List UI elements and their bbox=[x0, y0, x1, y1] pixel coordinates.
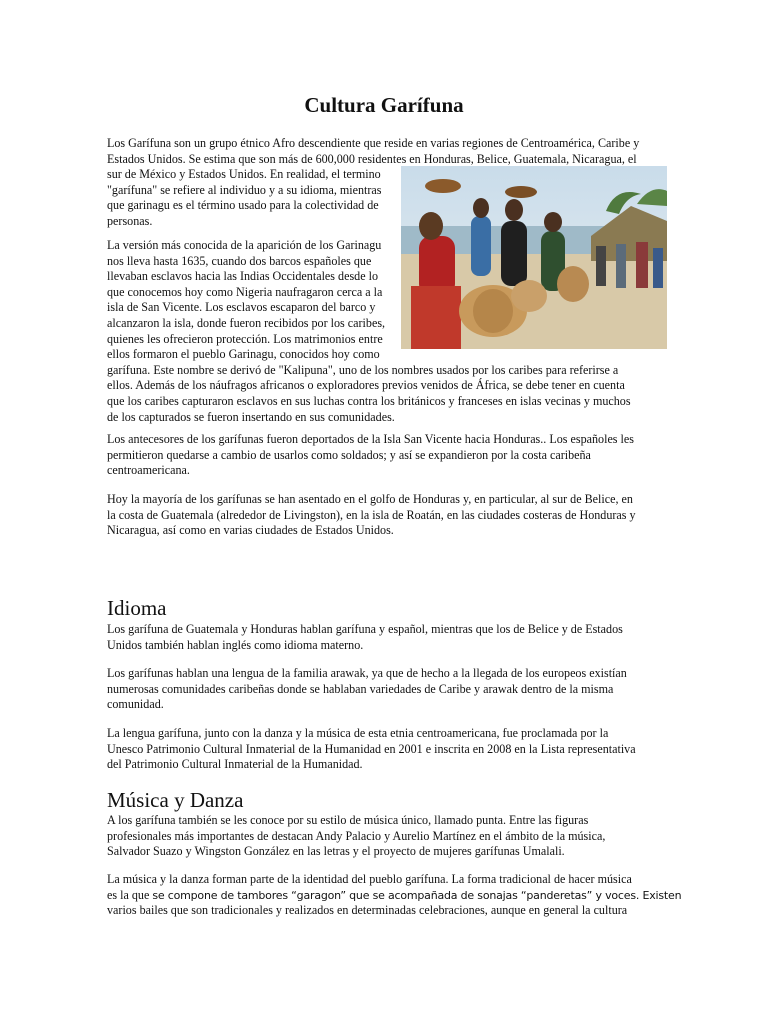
today-paragraph bbox=[107, 492, 662, 539]
text-line: Estados Unidos. Se estima que son más de 600,000 residentes en Honduras, Belice, Guatemala, Nicaragua, el bbox=[107, 151, 637, 166]
text-line: comunidad. bbox=[107, 697, 164, 712]
idioma-paragraph-3 bbox=[107, 726, 662, 773]
text-line: que los caribes capturaron esclavos en sus luchas contra los británicos y franceses en islas vecinas y muchos bbox=[107, 393, 631, 408]
text-line: llevaban esclavos hacia las Indias Occidentales desde lo bbox=[107, 269, 378, 284]
page-title: Cultura Garífuna bbox=[304, 93, 464, 117]
text-line: numerosas comunidades caribeñas donde se hablaban variedades de Caribe y arawak dentro de la misma bbox=[107, 681, 614, 696]
text-segment: es la que bbox=[107, 887, 153, 902]
origin-paragraph bbox=[107, 238, 662, 425]
text-line: centroamericana. bbox=[107, 463, 190, 478]
text-line: La música y la danza forman parte de la identidad del pueblo garífuna. La forma tradicional de hacer música bbox=[107, 872, 632, 886]
text-line: La versión más conocida de la aparición de los Garinagu bbox=[107, 238, 382, 252]
text-line-mixed-font bbox=[107, 887, 682, 904]
text-line: Los Garífuna son un grupo étnico Afro descendiente que reside en varias regiones de Centroamérica, Caribe y bbox=[107, 136, 640, 150]
musica-paragraph-1 bbox=[107, 813, 662, 860]
text-line: personas. bbox=[107, 213, 153, 228]
text-line: Hoy la mayoría de los garífunas se han asentado en el golfo de Honduras y, en particular, al sur de Belice, en bbox=[107, 492, 633, 506]
text-line: varios bailes que son tradicionales y realizados en determinadas celebraciones, aunque en general la cultura bbox=[107, 903, 628, 918]
musica-paragraph-2 bbox=[107, 872, 682, 919]
text-line: Los antecesores de los garífunas fueron deportados de la Isla San Vicente hacia Honduras.. Los españoles les bbox=[107, 432, 634, 446]
idioma-paragraph-2 bbox=[107, 666, 662, 713]
text-line: Los garífuna de Guatemala y Honduras hablan garífuna y español, mientras que los de Belice y de Estados bbox=[107, 622, 623, 636]
ancestors-paragraph bbox=[107, 432, 662, 479]
section-heading-idioma: Idioma bbox=[107, 596, 167, 620]
text-line: Los garífunas hablan una lengua de la familia arawak, ya que de hecho a la llegada de los europeos existían bbox=[107, 666, 627, 680]
text-line: sur de México y Estados Unidos. En realidad, el termino bbox=[107, 167, 381, 182]
text-line: que garinagu es el término usado para la colectividad de bbox=[107, 198, 379, 213]
text-line: permitieron quedarse a cambio de usarlos como soldados; y así se expandieron por la costa caribeña bbox=[107, 447, 591, 462]
text-line: Unidos también hablan inglés como idioma materno. bbox=[107, 637, 364, 652]
text-line: ellos. Además de los náufragos africanos o exploradores previos venidos de África, se debe tener en cuenta bbox=[107, 378, 625, 393]
text-line: ellos formaron el pueblo Garinagu, conocidos hoy como bbox=[107, 347, 380, 362]
text-line: A los garífuna también se les conoce por su estilo de música único, llamado punta. Entre las figuras bbox=[107, 813, 589, 827]
text-line: La lengua garífuna, junto con la danza y la música de esta etnia centroamericana, fue proclamada por la bbox=[107, 726, 609, 740]
idioma-paragraph-1 bbox=[107, 622, 662, 653]
text-line: que conocemos hoy como Nigeria naufragaron cerca a la bbox=[107, 284, 383, 299]
text-line: del Patrimonio Cultural Inmaterial de la Humanidad. bbox=[107, 757, 363, 772]
text-line: Unesco Patrimonio Cultural Inmaterial de la Humanidad en 2001 e inscrita en 2008 en la Lista representativa bbox=[107, 741, 636, 756]
text-line: garífuna. Este nombre se derivó de "Kalipuna", uno de los nombres usados por los caribes para referirse a bbox=[107, 362, 619, 377]
text-line: nos lleva hasta 1635, cuando dos barcos españoles que bbox=[107, 253, 372, 268]
text-line: isla de San Vicente. Los esclavos escaparon del barco y bbox=[107, 300, 376, 315]
text-line: la costa de Guatemala (alrededor de Livingston), en la isla de Roatán, en las ciudades costeras de Honduras y bbox=[107, 507, 636, 522]
text-line: alcanzaron la isla, donde fueron recibidos por los caribes, bbox=[107, 315, 386, 330]
text-line: Nicaragua, así como en varias ciudades de Estados Unidos. bbox=[107, 523, 394, 538]
text-line: de los capturados se fueron insertando en sus comunidades. bbox=[107, 409, 395, 424]
text-line: "garífuna" se refiere al individuo y a su idioma, mientras bbox=[107, 182, 382, 197]
section-heading-musica-danza: Música y Danza bbox=[107, 788, 244, 812]
text-line: quienes les ofrecieron protección. Los matrimonios entre bbox=[107, 331, 383, 346]
text-segment-alt-font: se compone de tambores “garagon” que se acompañada de sonajas “panderetas” y voces. Existen bbox=[152, 888, 682, 902]
text-line: profesionales más importantes de destacan Andy Palacio y Aurelio Martínez en el ámbito de la música, bbox=[107, 828, 606, 843]
text-line: Salvador Suazo y Wingston González en las letras y el proyecto de mujeres garífunas Umalali. bbox=[107, 844, 565, 859]
